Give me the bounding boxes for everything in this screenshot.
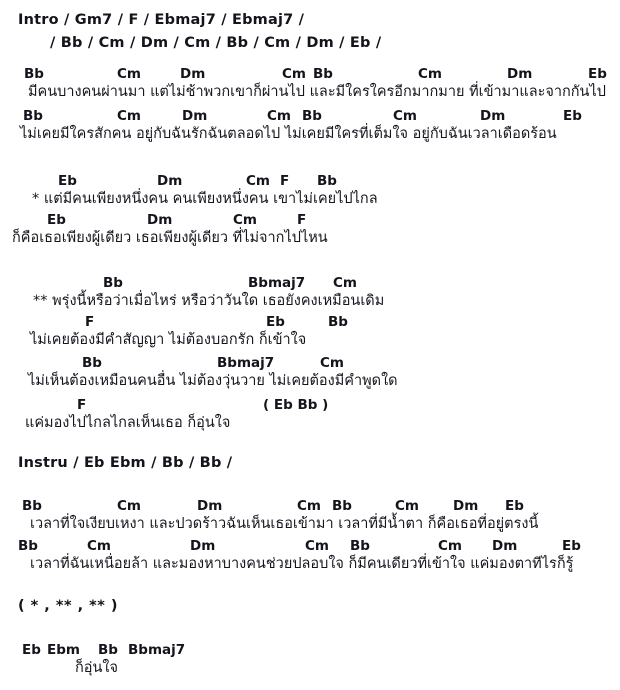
chord-row: [0, 213, 620, 229]
chord: Bb: [103, 275, 123, 291]
chord: Dm: [453, 498, 479, 514]
chord-row: [0, 356, 620, 372]
chord: Eb: [22, 642, 41, 658]
chord: Cm: [246, 173, 270, 189]
chord: Bb: [350, 538, 370, 554]
chord: Bb: [332, 498, 352, 514]
chord-row: [0, 398, 620, 414]
chord: Cm: [117, 108, 141, 124]
chord: Eb: [505, 498, 524, 514]
chord: Cm: [297, 498, 321, 514]
chord: Bbmaj7: [128, 642, 186, 658]
chord: Bb: [24, 66, 44, 82]
chord: Dm: [197, 498, 223, 514]
lyric-line: ไม่เคยต้องมีคำสัญญา ไม่ต้องบอกรัก ก็เข้าใจ: [30, 332, 307, 348]
chord: ( Eb Bb ): [263, 397, 329, 413]
chord: Cm: [438, 538, 462, 554]
lyric-line: ไม่เห็นต้องเหมือนคนอื่น ไม่ต้องวุ่นวาย ไม่เคยต้องมีคำพูดใด: [28, 373, 398, 389]
chord: Eb: [562, 538, 581, 554]
chord: Dm: [182, 108, 208, 124]
chord: Bb: [22, 498, 42, 514]
chord: Dm: [147, 212, 173, 228]
lyric-line: ก็คือเธอเพียงผู้เดียว เธอเพียงผู้เดียว ที่ไม่จากไปไหน: [12, 230, 328, 246]
chord-row: [0, 109, 620, 125]
chord: Dm: [190, 538, 216, 554]
section-heading: Intro / Gm7 / F / Ebmaj7 / Ebmaj7 /: [18, 12, 305, 28]
chord-row: [0, 276, 620, 292]
chord: Cm: [333, 275, 357, 291]
chord: F: [77, 397, 87, 413]
chord: Bb: [313, 66, 333, 82]
lyric-line: เวลาที่ฉันเหนื่อยล้า และมองหาบางคนช่วยปลอบใจ ก็มีคนเดียวที่เข้าใจ แค่มองตาทีไรก็รู้: [30, 556, 574, 572]
chord: Cm: [87, 538, 111, 554]
chord: Bbmaj7: [217, 355, 275, 371]
lyric-line: * แต่มีคนเพียงหนึ่งคน คนเพียงหนึ่งคน เขาไม่เคยไปไกล: [32, 191, 378, 207]
chord: Cm: [320, 355, 344, 371]
chord: Bb: [82, 355, 102, 371]
chord: Ebm: [47, 642, 80, 658]
chord: F: [280, 173, 290, 189]
chord-row: [0, 315, 620, 331]
chord: Eb: [588, 66, 607, 82]
lyric-line: มีคนบางคนผ่านมา แต่ไม่ช้าพวกเขาก็ผ่านไป และมีใครใครอีกมากมาย ที่เข้ามาและจากกันไป: [28, 84, 606, 100]
chord: Bb: [98, 642, 118, 658]
chord: Cm: [233, 212, 257, 228]
repeat-marker: ( * , ** , ** ): [18, 598, 118, 614]
chord: Eb: [266, 314, 285, 330]
section-heading: / Bb / Cm / Dm / Cm / Bb / Cm / Dm / Eb /: [50, 35, 382, 51]
chord: Dm: [507, 66, 533, 82]
chord: Bb: [18, 538, 38, 554]
chord: Bbmaj7: [248, 275, 306, 291]
chord: Bb: [302, 108, 322, 124]
chord: Cm: [418, 66, 442, 82]
lyric-line: เวลาที่ใจเงียบเหงา และปวดร้าวฉันเห็นเธอเข้ามา เวลาที่มีน้ำตา ก็คือเธอที่อยู่ตรงนี้: [30, 516, 539, 532]
chord-row: [0, 499, 620, 515]
chord: Dm: [480, 108, 506, 124]
chord: Cm: [305, 538, 329, 554]
lyric-line: แค่มองไปไกลไกลเห็นเธอ ก็อุ่นใจ: [25, 415, 231, 431]
chord: Cm: [267, 108, 291, 124]
chord: Cm: [117, 66, 141, 82]
chord: Bb: [328, 314, 348, 330]
chord: Eb: [47, 212, 66, 228]
chord: Cm: [395, 498, 419, 514]
chord: F: [85, 314, 95, 330]
lyric-line: ก็อุ่นใจ: [75, 660, 118, 676]
lyric-line: ไม่เคยมีใครสักคน อยู่กับฉันรักฉันตลอดไป ไม่เคยมีใครที่เต็มใจ อยู่กับฉันเวลาเดือดร้อน: [20, 126, 557, 142]
chord-row: [0, 643, 620, 659]
chord: Eb: [58, 173, 77, 189]
chord: Cm: [117, 498, 141, 514]
chord: Eb: [563, 108, 582, 124]
chord: Dm: [492, 538, 518, 554]
chord: Cm: [282, 66, 306, 82]
chord-row: [0, 174, 620, 190]
chord-row: [0, 539, 620, 555]
chord-row: [0, 67, 620, 83]
lyric-line: ** พรุ่งนี้หรือว่าเมื่อไหร่ หรือว่าวันใด เธอยังคงเหมือนเดิม: [33, 293, 385, 309]
chord: Dm: [157, 173, 183, 189]
chord: Bb: [23, 108, 43, 124]
chord: Cm: [393, 108, 417, 124]
chord: Bb: [317, 173, 337, 189]
chord: Dm: [180, 66, 206, 82]
section-heading: Instru / Eb Ebm / Bb / Bb /: [18, 455, 233, 471]
chord: F: [297, 212, 307, 228]
